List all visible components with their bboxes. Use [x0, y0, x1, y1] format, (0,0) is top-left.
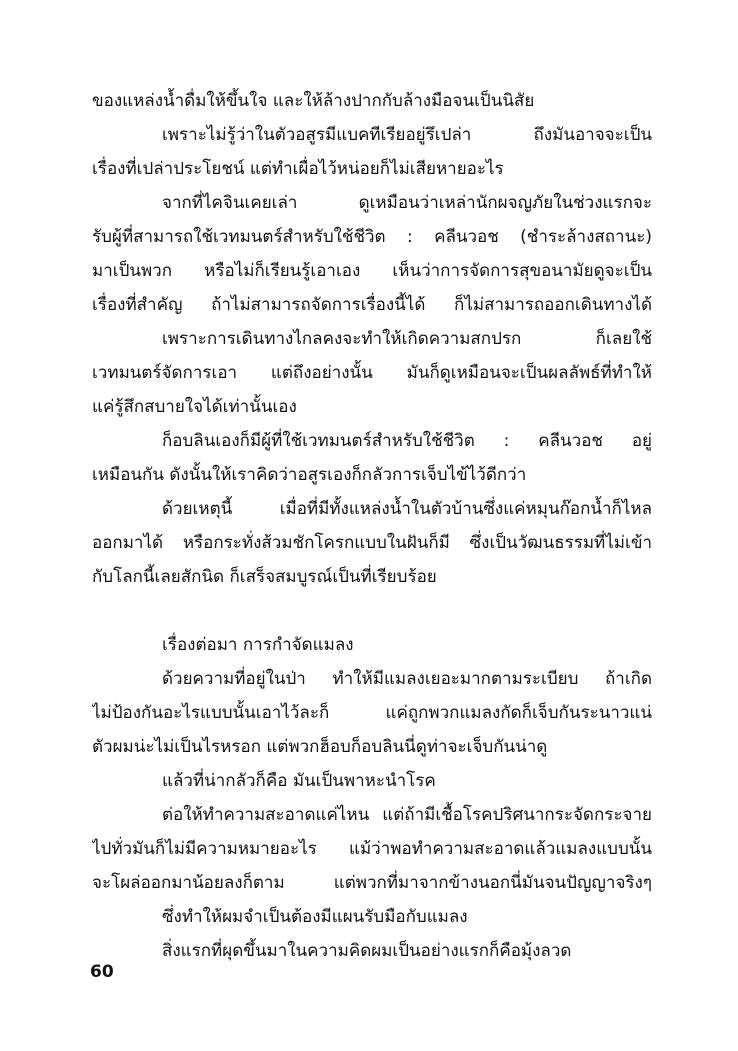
text-line: จะโผล่ออกมาน้อยลงก็ตาม แต่พวกที่มาจากข้างนอกนี่มันจนปัญญาจริงๆ [92, 873, 652, 893]
text-line: ตัวผมน่ะไม่เป็นไรหรอก แต่พวกฮ็อบก็อบลินนี่ดูท่าจะเจ็บกันน่าดู [92, 737, 548, 757]
text-line: สิ่งแรกที่ผุดขึ้นมาในความคิดผมเป็นอย่างแรกก็คือมุ้งลวด [162, 941, 572, 961]
text-line: จากที่ไคจินเคยเล่า ดูเหมือนว่าเหล่านักผจญภัยในช่วงแรกจะ [162, 193, 652, 213]
body-text [92, 84, 652, 968]
text-line: ของแหล่งน้ำดื่มให้ขึ้นใจ และให้ล้างปากกับล้างมือจนเป็นนิสัย [92, 91, 535, 111]
text-line: เหมือนกัน ดังนั้นให้เราคิดว่าอสูรเองก็กลัวการเจ็บไข้ไว้ดีกว่า [92, 465, 527, 485]
text-line: เพราะการเดินทางไกลคงจะทำให้เกิดความสกปรก ก็เลยใช้ [162, 329, 652, 349]
text-line: เพราะไม่รู้ว่าในตัวอสูรมีแบคทีเรียอยู่รึเปล่า ถึงมันอาจจะเป็น [162, 125, 652, 145]
text-line: ออกมาได้ หรือกระทั่งส้วมชักโครกแบบในฝันก็มี ซึ่งเป็นวัฒนธรรมที่ไม่เข้า [92, 533, 652, 553]
text-line: ซึ่งทำให้ผมจำเป็นต้องมีแผนรับมือกับแมลง [162, 907, 468, 927]
text-line: เรื่องที่สำคัญ ถ้าไม่สามารถจัดการเรื่องนี้ได้ ก็ไม่สามารถออกเดินทางได้ [92, 295, 652, 315]
text-line: เรื่องที่เปล่าประโยชน์ แต่ทำเผื่อไว้หน่อยก็ไม่เสียหายอะไร [92, 159, 504, 179]
text-line: มาเป็นพวก หรือไม่ก็เรียนรู้เอาเอง เห็นว่าการจัดการสุขอนามัยดูจะเป็น [92, 261, 652, 281]
text-line: เวทมนตร์จัดการเอา แต่ถึงอย่างนั้น มันก็ดูเหมือนจะเป็นผลลัพธ์ที่ทำให้ [92, 363, 652, 383]
paragraph-gap [92, 594, 652, 628]
text-line: เรื่องต่อมา การกำจัดแมลง [162, 635, 354, 655]
page-number: 60 [90, 962, 114, 982]
text-line: แค่รู้สึกสบายใจได้เท่านั้นเอง [92, 397, 297, 417]
text-line: ไปทั่วมันก็ไม่มีความหมายอะไร แม้ว่าพอทำความสะอาดแล้วแมลงแบบนั้น [92, 839, 652, 859]
text-line: ต่อให้ทำความสะอาดแค่ไหน แต่ถ้ามีเชื้อโรคปริศนากระจัดกระจาย [162, 805, 652, 825]
text-line: แล้วที่น่ากลัวก็คือ มันเป็นพาหะนำโรค [162, 771, 436, 791]
text-line: ด้วยความที่อยู่ในป่า ทำให้มีแมลงเยอะมากตามระเบียบ ถ้าเกิด [162, 669, 652, 689]
text-line: ก็อบลินเองก็มีผู้ที่ใช้เวทมนตร์สำหรับใช้ชีวิต : คลีนวอช อยู่ [162, 431, 652, 451]
text-line: ด้วยเหตุนี้ เมื่อที่มีทั้งแหล่งน้ำในตัวบ้านซึ่งแค่หมุนก๊อกน้ำก็ไหล [162, 499, 652, 519]
text-line: กับโลกนี้เลยสักนิด ก็เสร็จสมบูรณ์เป็นที่เรียบร้อย [92, 567, 437, 587]
text-line: รับผู้ที่สามารถใช้เวทมนตร์สำหรับใช้ชีวิต : คลีนวอช (ชำระล้างสถานะ) [92, 227, 652, 247]
text-line: ไม่ป้องกันอะไรแบบนั้นเอาไว้ละก็ แค่ถูกพวกแมลงกัดก็เจ็บกันระนาวแน่ [92, 703, 652, 723]
